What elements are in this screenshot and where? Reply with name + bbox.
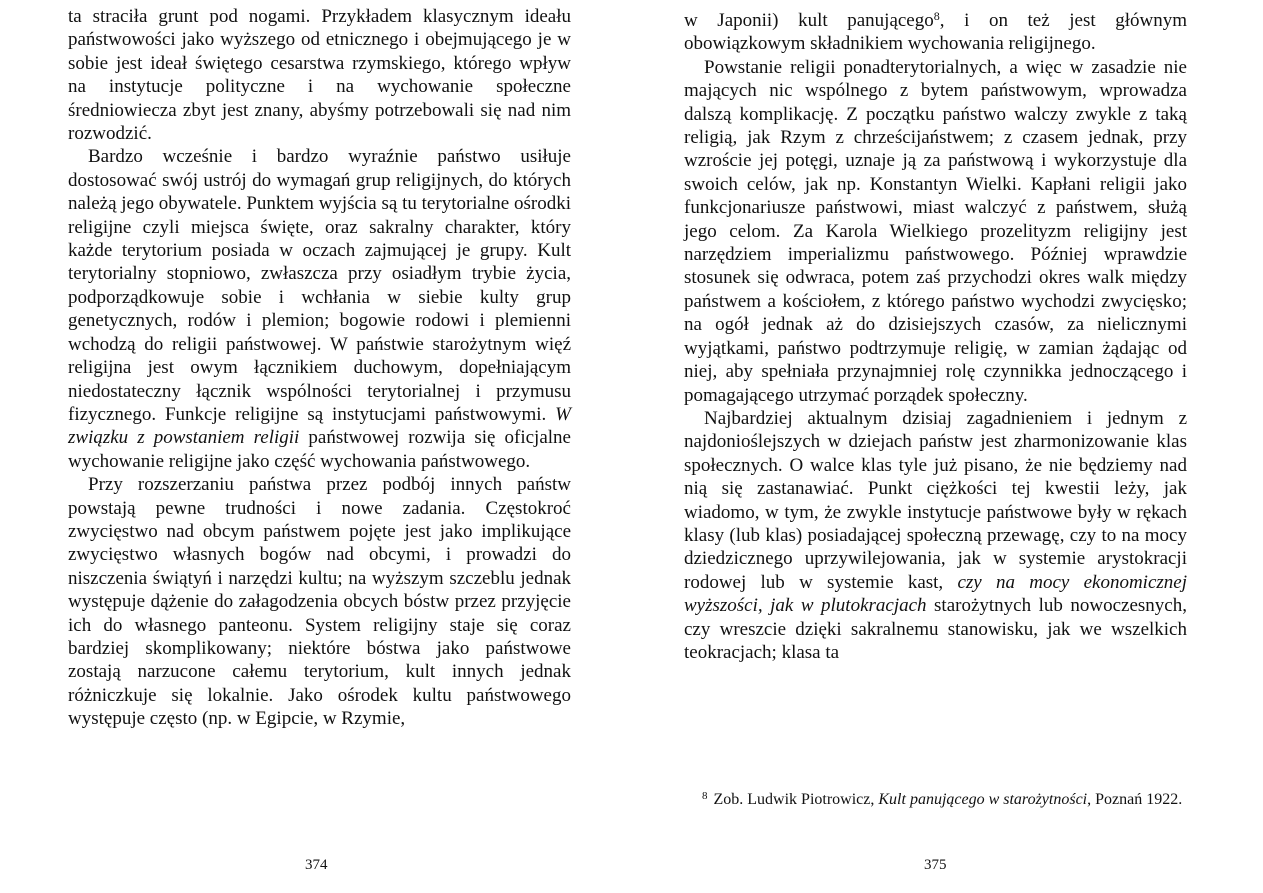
paragraph (68, 145, 571, 473)
paragraph: Przy rozszerzaniu państwa przez podbój innych państw powstają pewne trudności i nowe zadania. Częstokroć zwycięstwo nad obcym państwem pojęte jest jako implikujące zwycięstwo własnych bogów nad obcymi, i prowadzi do niszczenia świątyń i narzędzi kultu; na wyższym szczeblu jednak występuje dążenie do załagodzenia obcych bóstw przez przyjęcie ich do własnego panteonu. System religijny staje się coraz bardziej skomplikowany; niektóre bóstwa jako państwowe zostają narzucone całemu terytorium, kult innych jednak różniczkuje się lokalnie. Jako ośrodek kultu państwowego występuje często (np. w Egipcie, w Rzymie, (68, 474, 571, 730)
footnote-italic-title: Kult panującego w starożytności (878, 791, 1088, 808)
left-page-text (68, 5, 571, 731)
paragraph (684, 407, 1187, 664)
paragraph-text: państwowej rozwija się oficjalne wychowanie religijne jako część wychowania państwowego. (68, 427, 571, 472)
page-number: 375 (924, 857, 947, 873)
paragraph (684, 5, 1187, 56)
footnote-reference: 8 (933, 9, 940, 23)
paragraph-text: Najbardziej aktualnym dzisiaj zagadnieniem i jednym z najdonioślejszych w dziejach państw jest zharmonizowanie klas społecznych. O walce klas tyle już pisano, że nie będziemy nad nią się zastanawiać. Punkt ciężkości tej kwestii leży, jak wiadomo, w tym, że zwykle instytucje państwowe były w rękach klasy (lub klas) posiadającej społeczną przewagę, czy to na mocy dziedzicznego uprzywilejowania, jak w systemie arystokracji rodowej lub w systemie kast, (684, 407, 1187, 593)
paragraph: ta straciła grunt pod nogami. Przykładem klasycznym ideału państwowości jako wyższego od etnicznego i obejmującego je w sobie jest ideał świętego cesarstwa rzymskiego, którego wpływ na instytucje polityczne i na wychowanie społeczne średniowiecza zbyt jest znany, abyśmy potrzebowali się nad nim rozwodzić. (68, 6, 571, 145)
italic-text: czy na mocy ekonomicznej wyższości, jak w plutokracjach (684, 571, 1187, 617)
footnote (702, 786, 1184, 810)
page-number: 374 (305, 857, 328, 873)
footnote-text: , Poznań 1922. (1087, 791, 1183, 808)
left-page (0, 0, 631, 893)
paragraph-text: starożytnych lub nowoczesnych, czy wreszcie dzięki sakralnemu stanowisku, jak we wszelkich teokracjach; klasa ta (684, 595, 1187, 663)
paragraph: Powstanie religii ponadterytorialnych, a więc w zasadzie nie mających nic wspólnego z bytem państwowym, wprowadza dalszą komplikację. Z początku państwo walczy zwykle z taką religią, jak Rzym z chrześcijaństwem; z czasem jednak, przy wzroście jej potęgi, uznaje ją za państwową i wykorzystuje dla swoich celów, jak np. Konstantyn Wielki. Kapłani religii jako funkcjonariusze państwowi, miast walczyć z państwem, służą jego celom. Za Karola Wielkiego prozelityzm religijny jest narzędziem imperializmu państwowego. Później wprawdzie stosunek się odwraca, potem zaś przychodzi okres walk między państwem a kościołem, z którego państwo wychodzi zwycięsko; na ogół jednak aż do dzisiejszych czasów, za nielicznymi wyjątkami, państwo podtrzymuje religię, w zamian żądając od niej, aby spełniała przynajmniej rolę czynnikka jednoczącego i pomagającego utrzymać porządek społeczny. (684, 56, 1187, 406)
footnote-text: Zob. Ludwik Piotrowicz, (713, 791, 879, 808)
footnote-mark: 8 (702, 790, 708, 802)
italic-text: W związku z powstaniem religii (68, 403, 571, 449)
right-page (632, 0, 1263, 893)
right-page-text (684, 5, 1187, 664)
paragraph-text: w Japonii) kult panującego (684, 10, 934, 31)
paragraph-text: , i on też jest głównym obowiązkowym składnikiem wychowania religijnego. (684, 10, 1187, 55)
paragraph-text: Bardzo wcześnie i bardzo wyraźnie państwo usiłuje dostosować swój ustrój do wymagań grup religijnych, do których należą jego obywatele. Punktem wyjścia są tu terytorialne ośrodki religijne czyli miejsca święte, oraz sakralny charakter, który każde terytorium posiada w oczach zajmującej je grupy. Kult terytorialny stopniowo, zwłaszcza przy osiadłym trybie życia, podporządkowuje sobie i wchłania w siebie kulty grup genetycznych, rodów i plemion; bogowie rodowi i plemienni wchodzą do religii państwowej. W państwie starożytnym więź religijna jest owym łącznikiem duchowym, dopełniającym niedostateczny łącznik wspólności terytorialnej i przymusu fizycznego. Funkcje religijne są instytucjami państwowymi. (68, 146, 571, 425)
